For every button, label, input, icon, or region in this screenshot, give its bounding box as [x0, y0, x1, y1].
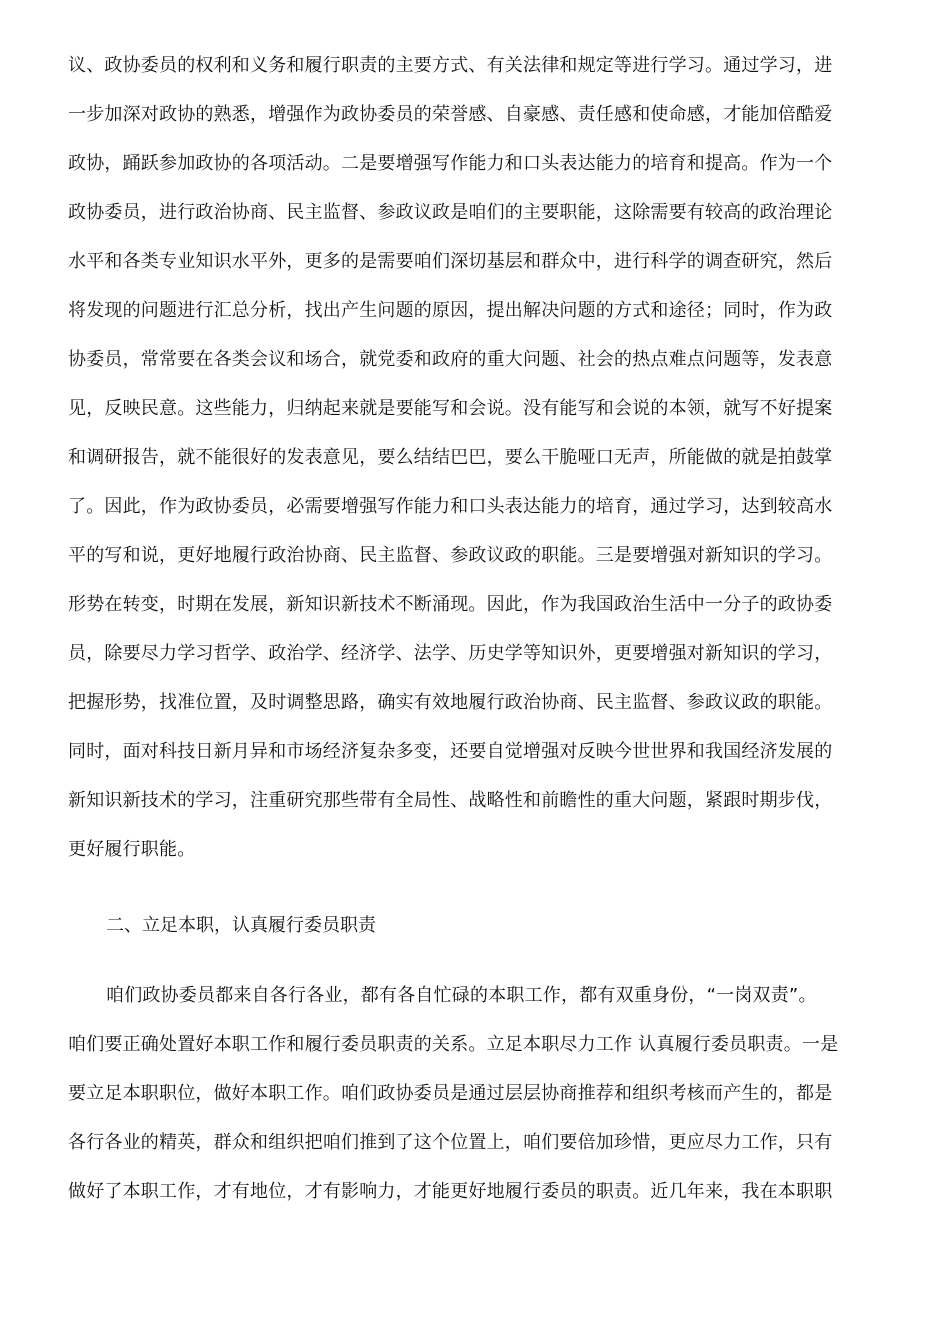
paragraph-line: 了。因此，作为政协委员，必需要增强写作能力和口头表达能力的培育，通过学习，达到较高水 — [68, 496, 833, 517]
paragraph-line: 将发现的问题进行汇总分析，找出产生问题的原因，提出解决问题的方式和途径；同时，作为政 — [68, 300, 833, 321]
paragraph-line: 政协委员，进行政治协商、民主监督、参政议政是咱们的主要职能，这除需要有较高的政治理论 — [68, 202, 833, 223]
paragraph-line: 议、政协委员的权利和义务和履行职责的主要方式、有关法律和规定等进行学习。通过学习，进 — [68, 55, 833, 76]
paragraph-line: 做好了本职工作，才有地位，才有影响力，才能更好地履行委员的职责。近几年来，我在本职职 — [68, 1181, 833, 1202]
paragraph-line: 要立足本职职位，做好本职工作。咱们政协委员是通过层层协商推荐和组织考核而产生的，都是 — [68, 1083, 833, 1104]
paragraph-2 — [68, 971, 880, 1216]
paragraph-line: 咱们要正确处置好本职工作和履行委员职责的关系。立足本职尽力工作 认真履行委员职责。一是 — [68, 1034, 839, 1055]
paragraph-line: 同时，面对科技日新月异和市场经济复杂多变，还要自觉增强对反映今世世界和我国经济发展的 — [68, 741, 833, 762]
paragraph-line: 新知识新技术的学习，注重研究那些带有全局性、战略性和前瞻性的重大问题，紧跟时期步伐， — [68, 790, 833, 811]
paragraph-1 — [68, 41, 880, 874]
paragraph-line: 政协，踊跃参加政协的各项活动。二是要增强写作能力和口头表达能力的培育和提高。作为一个 — [68, 153, 833, 174]
paragraph-line: 各行各业的精英，群众和组织把咱们推到了这个位置上，咱们要倍加珍惜，更应尽力工作，只有 — [68, 1132, 833, 1153]
paragraph-line: 和调研报告，就不能很好的发表意见，要么结结巴巴，要么干脆哑口无声，所能做的就是拍鼓掌 — [68, 447, 833, 468]
paragraph-line: 协委员，常常要在各类会议和场合，就党委和政府的重大问题、社会的热点难点问题等，发表意 — [68, 349, 833, 370]
section-heading: 二、立足本职，认真履行委员职责 — [106, 915, 376, 936]
paragraph-line: 形势在转变，时期在发展，新知识新技术不断涌现。因此，作为我国政治生活中一分子的政协委 — [68, 594, 833, 615]
paragraph-line: 见，反映民意。这些能力，归纳起来就是要能写和会说。没有能写和会说的本领，就写不好提案 — [68, 398, 833, 419]
paragraph-line: 更好履行职能。 — [68, 839, 196, 860]
paragraph-line: 一步加深对政协的熟悉，增强作为政协委员的荣誉感、自豪感、责任感和使命感，才能加倍酷爱 — [68, 104, 833, 125]
paragraph-line: 咱们政协委员都来自各行各业，都有各自忙碌的本职工作，都有双重身份，“一岗双责”。 — [106, 985, 817, 1006]
paragraph-line: 平的写和说，更好地履行政治协商、民主监督、参政议政的职能。三是要增强对新知识的学习。 — [68, 545, 833, 566]
paragraph-line: 把握形势，找准位置，及时调整思路，确实有效地履行政治协商、民主监督、参政议政的职能。 — [68, 692, 833, 713]
paragraph-line: 水平和各类专业知识水平外，更多的是需要咱们深切基层和群众中，进行科学的调查研究，然后 — [68, 251, 833, 272]
paragraph-line: 员，除要尽力学习哲学、政治学、经济学、法学、历史学等知识外，更要增强对新知识的学习， — [68, 643, 833, 664]
